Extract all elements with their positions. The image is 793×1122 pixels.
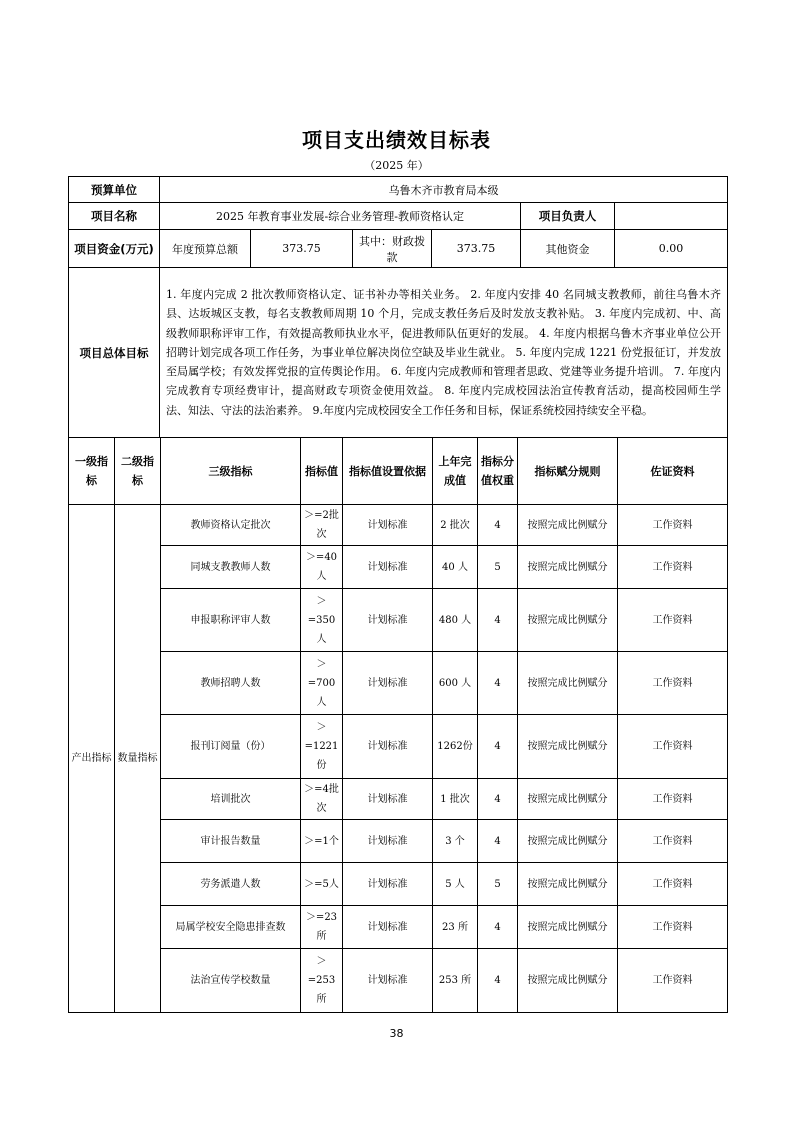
- target-value-cell: ＞=350人: [301, 589, 343, 652]
- table-row: [69, 546, 728, 589]
- rule-cell: 按照完成比例赋分: [518, 820, 618, 863]
- annual-budget-label: 年度预算总额: [160, 230, 251, 268]
- indicator-name-cell: 教师资格认定批次: [161, 505, 301, 546]
- basis-cell: 计划标准: [343, 863, 433, 906]
- last-year-cell: 5 人: [433, 863, 478, 906]
- target-value-cell: ＞=1221份: [301, 715, 343, 779]
- weight-cell: 4: [478, 589, 518, 652]
- last-year-cell: 253 所: [433, 949, 478, 1013]
- indicator-name-cell: 劳务派遣人数: [161, 863, 301, 906]
- indicator-name-cell: 教师招聘人数: [161, 652, 301, 715]
- basis-cell: 计划标准: [343, 779, 433, 820]
- goal-text: 1. 年度内完成 2 批次教师资格认定、证书补办等相关业务。 2. 年度内安排 40 名同城支教教师，前往乌鲁木齐县、达坂城区支教，每名支教教师周期 10 个月，完成支教任务后及时发放支教补贴。 3. 年度内完成初、中、高级教师职称评审工作，有效提高教师执业水平，促进教师队伍更好的发展。 4. 年度内根据乌鲁木齐事业单位公开招聘计划完成各项工作任务，为事业单位解决岗位空缺及毕业生就业。 5. 年度内完成 1221 份党报征订，并发放至局属学校；有效发挥党报的宣传舆论作用。 6. 年度内完成教师和管理者思政、党建等业务提升培训。 7. 年度内完成教育专项经费审计，提高财政专项资金使用效益。 8. 年度内完成校园法治宣传教育活动，提高校园师生学法、知法、守法的法治素养。 9.年度内完成校园安全工作任务和目标，保证系统校园持续安全平稳。: [160, 268, 728, 438]
- header-target: 指标值: [301, 438, 343, 505]
- evidence-cell: 工作资料: [618, 949, 728, 1013]
- basis-cell: 计划标准: [343, 505, 433, 546]
- weight-cell: 4: [478, 949, 518, 1013]
- weight-cell: 5: [478, 546, 518, 589]
- funds-label: 项目资金(万元): [69, 230, 160, 268]
- evidence-cell: 工作资料: [618, 779, 728, 820]
- evidence-cell: 工作资料: [618, 652, 728, 715]
- basis-cell: 计划标准: [343, 652, 433, 715]
- indicator-name-cell: 法治宣传学校数量: [161, 949, 301, 1013]
- last-year-cell: 23 所: [433, 906, 478, 949]
- evidence-cell: 工作资料: [618, 820, 728, 863]
- weight-cell: 4: [478, 505, 518, 546]
- last-year-cell: 600 人: [433, 652, 478, 715]
- last-year-cell: 2 批次: [433, 505, 478, 546]
- rule-cell: 按照完成比例赋分: [518, 652, 618, 715]
- indicator-name-cell: 申报职称评审人数: [161, 589, 301, 652]
- table-row: [69, 949, 728, 1013]
- target-value-cell: ＞=253所: [301, 949, 343, 1013]
- basis-cell: 计划标准: [343, 589, 433, 652]
- header-level1: 一级指标: [69, 438, 115, 505]
- target-value-cell: ＞=700人: [301, 652, 343, 715]
- target-value-cell: ＞=40人: [301, 546, 343, 589]
- evidence-cell: 工作资料: [618, 715, 728, 779]
- weight-cell: 4: [478, 906, 518, 949]
- responsible-label: 项目负责人: [521, 203, 615, 230]
- level1-cell: 产出指标: [69, 505, 115, 1013]
- target-value-cell: ＞=4批次: [301, 779, 343, 820]
- project-name-label: 项目名称: [69, 203, 160, 230]
- weight-cell: 4: [478, 820, 518, 863]
- rule-cell: 按照完成比例赋分: [518, 715, 618, 779]
- header-level3: 三级指标: [161, 438, 301, 505]
- header-rule: 指标赋分规则: [518, 438, 618, 505]
- metrics-header-row: [69, 438, 728, 505]
- evidence-cell: 工作资料: [618, 906, 728, 949]
- last-year-cell: 40 人: [433, 546, 478, 589]
- rule-cell: 按照完成比例赋分: [518, 779, 618, 820]
- basis-cell: 计划标准: [343, 546, 433, 589]
- basis-cell: 计划标准: [343, 715, 433, 779]
- table-row: [69, 863, 728, 906]
- last-year-cell: 3 个: [433, 820, 478, 863]
- fiscal-value: 373.75: [432, 230, 521, 268]
- indicator-name-cell: 局属学校安全隐患排查数: [161, 906, 301, 949]
- indicator-name-cell: 报刊订阅量（份）: [161, 715, 301, 779]
- evidence-cell: 工作资料: [618, 863, 728, 906]
- table-row: [69, 715, 728, 779]
- table-row: [69, 652, 728, 715]
- level2-cell: 数量指标: [115, 505, 161, 1013]
- table-row: [69, 779, 728, 820]
- header-weight: 指标分值权重: [478, 438, 518, 505]
- project-info-table: [68, 176, 728, 438]
- header-evidence: 佐证资料: [618, 438, 728, 505]
- indicator-name-cell: 培训批次: [161, 779, 301, 820]
- responsible-value: [615, 203, 728, 230]
- page-number: 38: [389, 1027, 404, 1040]
- other-label: 其他资金: [521, 230, 615, 268]
- other-value: 0.00: [615, 230, 728, 268]
- evidence-cell: 工作资料: [618, 505, 728, 546]
- budget-unit-value: 乌鲁木齐市教育局本级: [160, 177, 728, 203]
- target-value-cell: ＞=2批次: [301, 505, 343, 546]
- page-title: 项目支出绩效目标表: [302, 128, 491, 152]
- weight-cell: 4: [478, 779, 518, 820]
- budget-unit-label: 预算单位: [69, 177, 160, 203]
- fiscal-label: 其中：财政拨款: [353, 230, 432, 268]
- evidence-cell: 工作资料: [618, 546, 728, 589]
- basis-cell: 计划标准: [343, 949, 433, 1013]
- target-value-cell: ＞=5人: [301, 863, 343, 906]
- target-value-cell: ＞=23所: [301, 906, 343, 949]
- project-name-value: 2025 年教育事业发展-综合业务管理-教师资格认定: [160, 203, 521, 230]
- metrics-table: [68, 437, 728, 1013]
- header-level2: 二级指标: [115, 438, 161, 505]
- table-row: [69, 906, 728, 949]
- evidence-cell: 工作资料: [618, 589, 728, 652]
- table-row: [69, 505, 728, 546]
- weight-cell: 4: [478, 652, 518, 715]
- rule-cell: 按照完成比例赋分: [518, 546, 618, 589]
- last-year-cell: 1262份: [433, 715, 478, 779]
- year-caption: （2025 年）: [364, 159, 429, 172]
- annual-budget-value: 373.75: [251, 230, 353, 268]
- table-row: [69, 589, 728, 652]
- target-value-cell: ＞=1个: [301, 820, 343, 863]
- header-basis: 指标值设置依据: [343, 438, 433, 505]
- rule-cell: 按照完成比例赋分: [518, 589, 618, 652]
- weight-cell: 4: [478, 715, 518, 779]
- table-row: [69, 820, 728, 863]
- indicator-name-cell: 审计报告数量: [161, 820, 301, 863]
- goal-label: 项目总体目标: [69, 268, 160, 438]
- last-year-cell: 1 批次: [433, 779, 478, 820]
- indicator-name-cell: 同城支教教师人数: [161, 546, 301, 589]
- rule-cell: 按照完成比例赋分: [518, 906, 618, 949]
- basis-cell: 计划标准: [343, 906, 433, 949]
- rule-cell: 按照完成比例赋分: [518, 949, 618, 1013]
- rule-cell: 按照完成比例赋分: [518, 863, 618, 906]
- rule-cell: 按照完成比例赋分: [518, 505, 618, 546]
- last-year-cell: 480 人: [433, 589, 478, 652]
- weight-cell: 5: [478, 863, 518, 906]
- header-last-year: 上年完成值: [433, 438, 478, 505]
- basis-cell: 计划标准: [343, 820, 433, 863]
